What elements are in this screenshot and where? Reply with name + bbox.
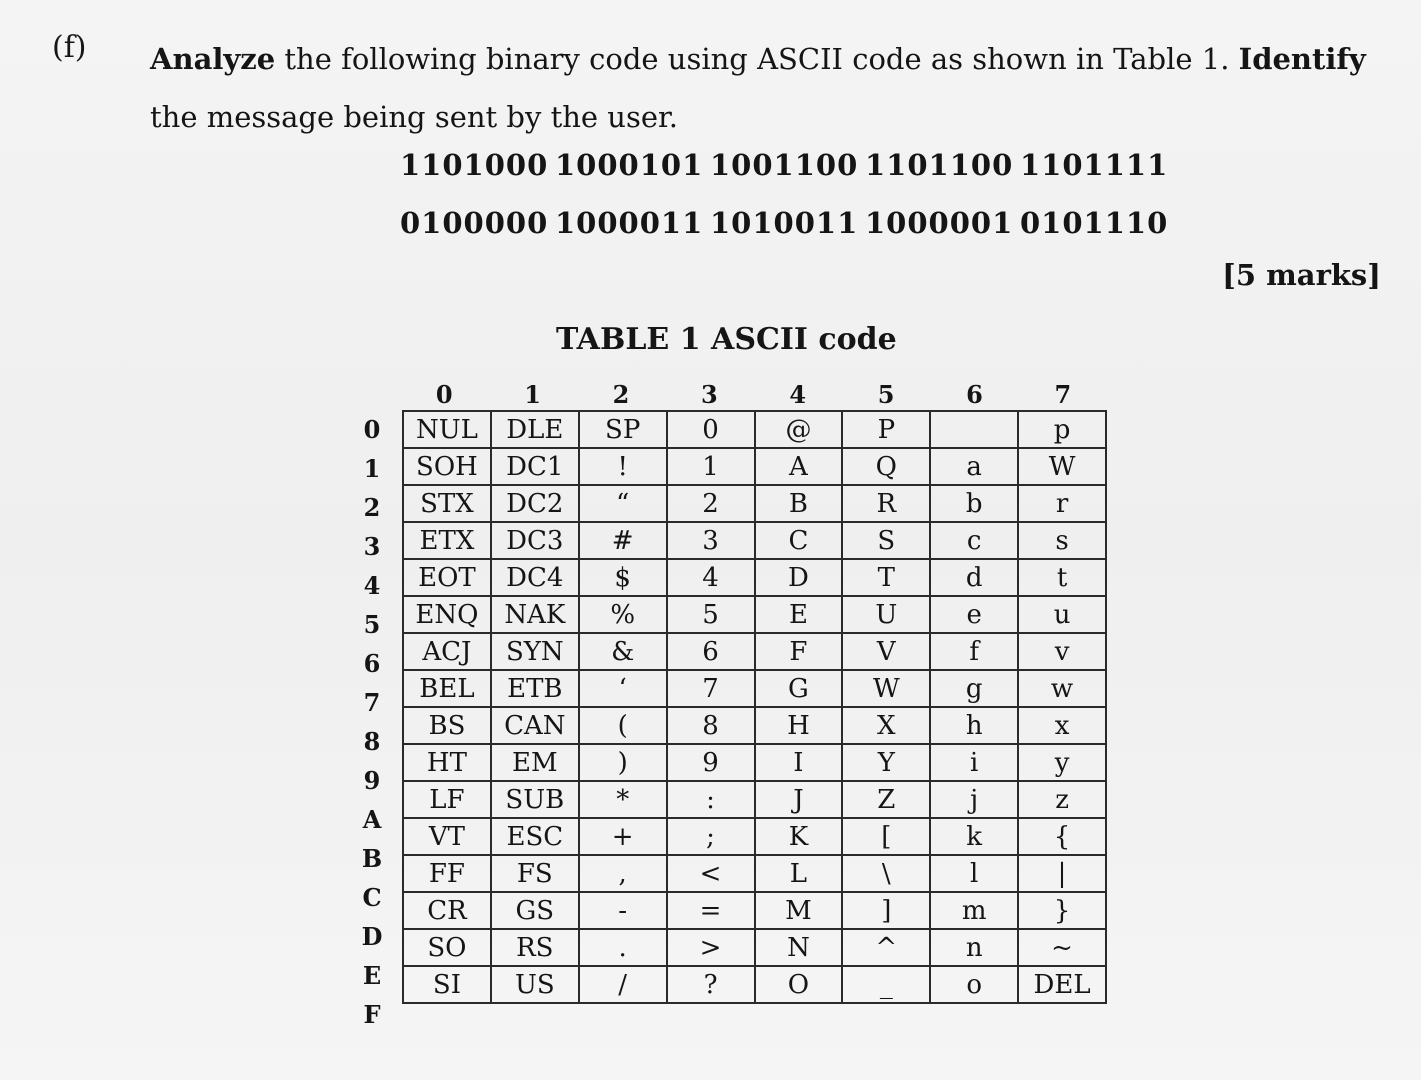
table-row — [403, 448, 1106, 485]
table-cell: 8 — [667, 707, 755, 744]
table-cell: < — [667, 855, 755, 892]
table-cell: h — [930, 707, 1018, 744]
table-cell: + — [579, 818, 667, 855]
table-cell — [930, 411, 1018, 448]
table-cell: DC1 — [491, 448, 579, 485]
row-header: 0 — [363, 415, 381, 444]
row-header: 4 — [363, 571, 381, 600]
table-cell: b — [930, 485, 1018, 522]
table-cell: 0 — [667, 411, 755, 448]
table-cell: t — [1018, 559, 1106, 596]
table-row — [403, 892, 1106, 929]
row-headers — [352, 410, 392, 1034]
table-cell: EM — [491, 744, 579, 781]
table-cell: j — [930, 781, 1018, 818]
table-cell: “ — [579, 485, 667, 522]
table-cell: * — [579, 781, 667, 818]
table-cell: p — [1018, 411, 1106, 448]
column-header: 3 — [700, 380, 718, 409]
table-cell: % — [579, 596, 667, 633]
table-cell: \ — [842, 855, 930, 892]
table-cell: X — [842, 707, 930, 744]
row-header: 3 — [363, 532, 381, 561]
table-cell: STX — [403, 485, 491, 522]
table-cell: ETB — [491, 670, 579, 707]
table-cell: G — [755, 670, 843, 707]
binary-code: 1001100 — [710, 148, 859, 182]
table-cell: ENQ — [403, 596, 491, 633]
table-cell: US — [491, 966, 579, 1003]
table-cell: U — [842, 596, 930, 633]
table-cell: E — [755, 596, 843, 633]
table-cell: i — [930, 744, 1018, 781]
table-cell: CAN — [491, 707, 579, 744]
table-cell: ( — [579, 707, 667, 744]
table-cell: n — [930, 929, 1018, 966]
table-row — [403, 485, 1106, 522]
table-cell: Q — [842, 448, 930, 485]
table-cell: N — [755, 929, 843, 966]
table-cell: S — [842, 522, 930, 559]
binary-code: 1101100 — [865, 148, 1014, 182]
table-cell: SP — [579, 411, 667, 448]
table-cell: P — [842, 411, 930, 448]
table-cell: ! — [579, 448, 667, 485]
table-row — [403, 966, 1106, 1003]
table-cell: 3 — [667, 522, 755, 559]
table-cell: V — [842, 633, 930, 670]
table-cell: g — [930, 670, 1018, 707]
table-cell: DLE — [491, 411, 579, 448]
table-cell: DC3 — [491, 522, 579, 559]
table-cell: 9 — [667, 744, 755, 781]
table-cell: GS — [491, 892, 579, 929]
table-cell: f — [930, 633, 1018, 670]
table-row — [403, 781, 1106, 818]
table-cell: 7 — [667, 670, 755, 707]
table-cell: y — [1018, 744, 1106, 781]
row-header: 8 — [363, 727, 381, 756]
table-cell: / — [579, 966, 667, 1003]
table-cell: T — [842, 559, 930, 596]
binary-code: 0100000 — [400, 206, 549, 240]
question-end: the message being sent by the user. — [150, 100, 678, 134]
column-header: 6 — [966, 380, 983, 409]
table-cell: k — [930, 818, 1018, 855]
table-cell: H — [755, 707, 843, 744]
table-cell: { — [1018, 818, 1106, 855]
table-cell: # — [579, 522, 667, 559]
binary-code: 1000101 — [555, 148, 704, 182]
row-header: 1 — [363, 454, 381, 483]
table-row — [403, 744, 1106, 781]
binary-code: 1000001 — [865, 206, 1014, 240]
table-cell: & — [579, 633, 667, 670]
row-header: 9 — [363, 766, 381, 795]
table-cell: BS — [403, 707, 491, 744]
table-row — [403, 855, 1106, 892]
column-header: 2 — [612, 380, 630, 409]
question-mid: the following binary code using ASCII code as shown in Table 1. — [275, 42, 1239, 76]
column-header: 0 — [435, 380, 453, 409]
table-cell: e — [930, 596, 1018, 633]
table-cell: 5 — [667, 596, 755, 633]
question-label: (f) — [52, 30, 87, 65]
table-cell: SOH — [403, 448, 491, 485]
table-cell: d — [930, 559, 1018, 596]
table-cell: [ — [842, 818, 930, 855]
row-header: C — [362, 883, 382, 912]
table-cell: DC4 — [491, 559, 579, 596]
table-cell: J — [755, 781, 843, 818]
row-header: B — [361, 844, 383, 873]
question-lead: Analyze — [150, 42, 276, 76]
column-header: 4 — [789, 380, 807, 409]
table-cell: VT — [403, 818, 491, 855]
table-cell: DEL — [1018, 966, 1106, 1003]
marks-label: [5 marks] — [1222, 258, 1381, 292]
table-cell: s — [1018, 522, 1106, 559]
table-row — [403, 929, 1106, 966]
table-cell: C — [755, 522, 843, 559]
table-cell: EOT — [403, 559, 491, 596]
table-cell: Z — [842, 781, 930, 818]
table-cell: HT — [403, 744, 491, 781]
table-cell: A — [755, 448, 843, 485]
table-cell: ) — [579, 744, 667, 781]
table-cell: | — [1018, 855, 1106, 892]
column-header: 5 — [877, 380, 895, 409]
table-row — [403, 559, 1106, 596]
table-cell: B — [755, 485, 843, 522]
question-identify: Identify — [1238, 42, 1366, 76]
table-row — [403, 707, 1106, 744]
table-cell: Y — [842, 744, 930, 781]
table-row — [403, 818, 1106, 855]
table-cell: ] — [842, 892, 930, 929]
table-cell: v — [1018, 633, 1106, 670]
row-header: A — [362, 805, 382, 834]
table-row — [403, 522, 1106, 559]
table-cell: ~ — [1018, 929, 1106, 966]
row-header: 2 — [363, 493, 381, 522]
row-header: F — [363, 1000, 381, 1029]
table-cell: } — [1018, 892, 1106, 929]
table-cell: F — [755, 633, 843, 670]
table-cell: W — [842, 670, 930, 707]
table-row — [403, 411, 1106, 448]
table-cell: R — [842, 485, 930, 522]
table-cell: ACJ — [403, 633, 491, 670]
table-cell: NUL — [403, 411, 491, 448]
table-cell: LF — [403, 781, 491, 818]
table-cell: SUB — [491, 781, 579, 818]
table-cell: : — [667, 781, 755, 818]
ascii-table — [402, 410, 1107, 1004]
table-cell: o — [930, 966, 1018, 1003]
table-cell: D — [755, 559, 843, 596]
table-cell: $ — [579, 559, 667, 596]
binary-code: 0101110 — [1020, 206, 1169, 240]
column-header: 1 — [524, 380, 541, 409]
table-cell: ETX — [403, 522, 491, 559]
table-cell: l — [930, 855, 1018, 892]
table-cell: c — [930, 522, 1018, 559]
table-cell: w — [1018, 670, 1106, 707]
column-header: 7 — [1054, 380, 1072, 409]
table-cell: ; — [667, 818, 755, 855]
table-cell: SO — [403, 929, 491, 966]
binary-code: 1101111 — [1020, 148, 1169, 182]
table-cell: K — [755, 818, 843, 855]
binary-code: 1101000 — [400, 148, 549, 182]
table-cell: FS — [491, 855, 579, 892]
table-cell: NAK — [491, 596, 579, 633]
table-cell: SYN — [491, 633, 579, 670]
table-cell: _ — [842, 966, 930, 1003]
table-cell: 6 — [667, 633, 755, 670]
table-cell: BEL — [403, 670, 491, 707]
question-text — [150, 30, 1400, 146]
table-cell: CR — [403, 892, 491, 929]
table-cell: RS — [491, 929, 579, 966]
table-row — [403, 670, 1106, 707]
table-cell: ^ — [842, 929, 930, 966]
binary-code: 1010011 — [710, 206, 859, 240]
binary-row-1 — [400, 148, 1175, 182]
table-cell: r — [1018, 485, 1106, 522]
binary-row-2 — [400, 206, 1175, 240]
table-cell: 1 — [667, 448, 755, 485]
table-cell: W — [1018, 448, 1106, 485]
table-cell: M — [755, 892, 843, 929]
table-row — [403, 596, 1106, 633]
table-cell: a — [930, 448, 1018, 485]
row-header: 6 — [363, 649, 381, 678]
table-cell: , — [579, 855, 667, 892]
table-cell: = — [667, 892, 755, 929]
column-headers — [400, 380, 1107, 409]
table-cell: ? — [667, 966, 755, 1003]
table-cell: > — [667, 929, 755, 966]
table-cell: ‘ — [579, 670, 667, 707]
table-cell: u — [1018, 596, 1106, 633]
table-cell: x — [1018, 707, 1106, 744]
table-cell: z — [1018, 781, 1106, 818]
table-title: TABLE 1 ASCII code — [556, 322, 897, 357]
table-cell: DC2 — [491, 485, 579, 522]
row-header: 5 — [363, 610, 381, 639]
table-row — [403, 633, 1106, 670]
table-cell: ESC — [491, 818, 579, 855]
row-header: E — [362, 961, 382, 990]
row-header: 7 — [363, 688, 381, 717]
table-cell: O — [755, 966, 843, 1003]
table-cell: I — [755, 744, 843, 781]
table-cell: 4 — [667, 559, 755, 596]
table-cell: m — [930, 892, 1018, 929]
table-cell: SI — [403, 966, 491, 1003]
table-cell: @ — [755, 411, 843, 448]
binary-code: 1000011 — [555, 206, 704, 240]
row-header: D — [361, 922, 383, 951]
table-cell: FF — [403, 855, 491, 892]
table-cell: . — [579, 929, 667, 966]
table-cell: 2 — [667, 485, 755, 522]
table-cell: L — [755, 855, 843, 892]
table-cell: - — [579, 892, 667, 929]
